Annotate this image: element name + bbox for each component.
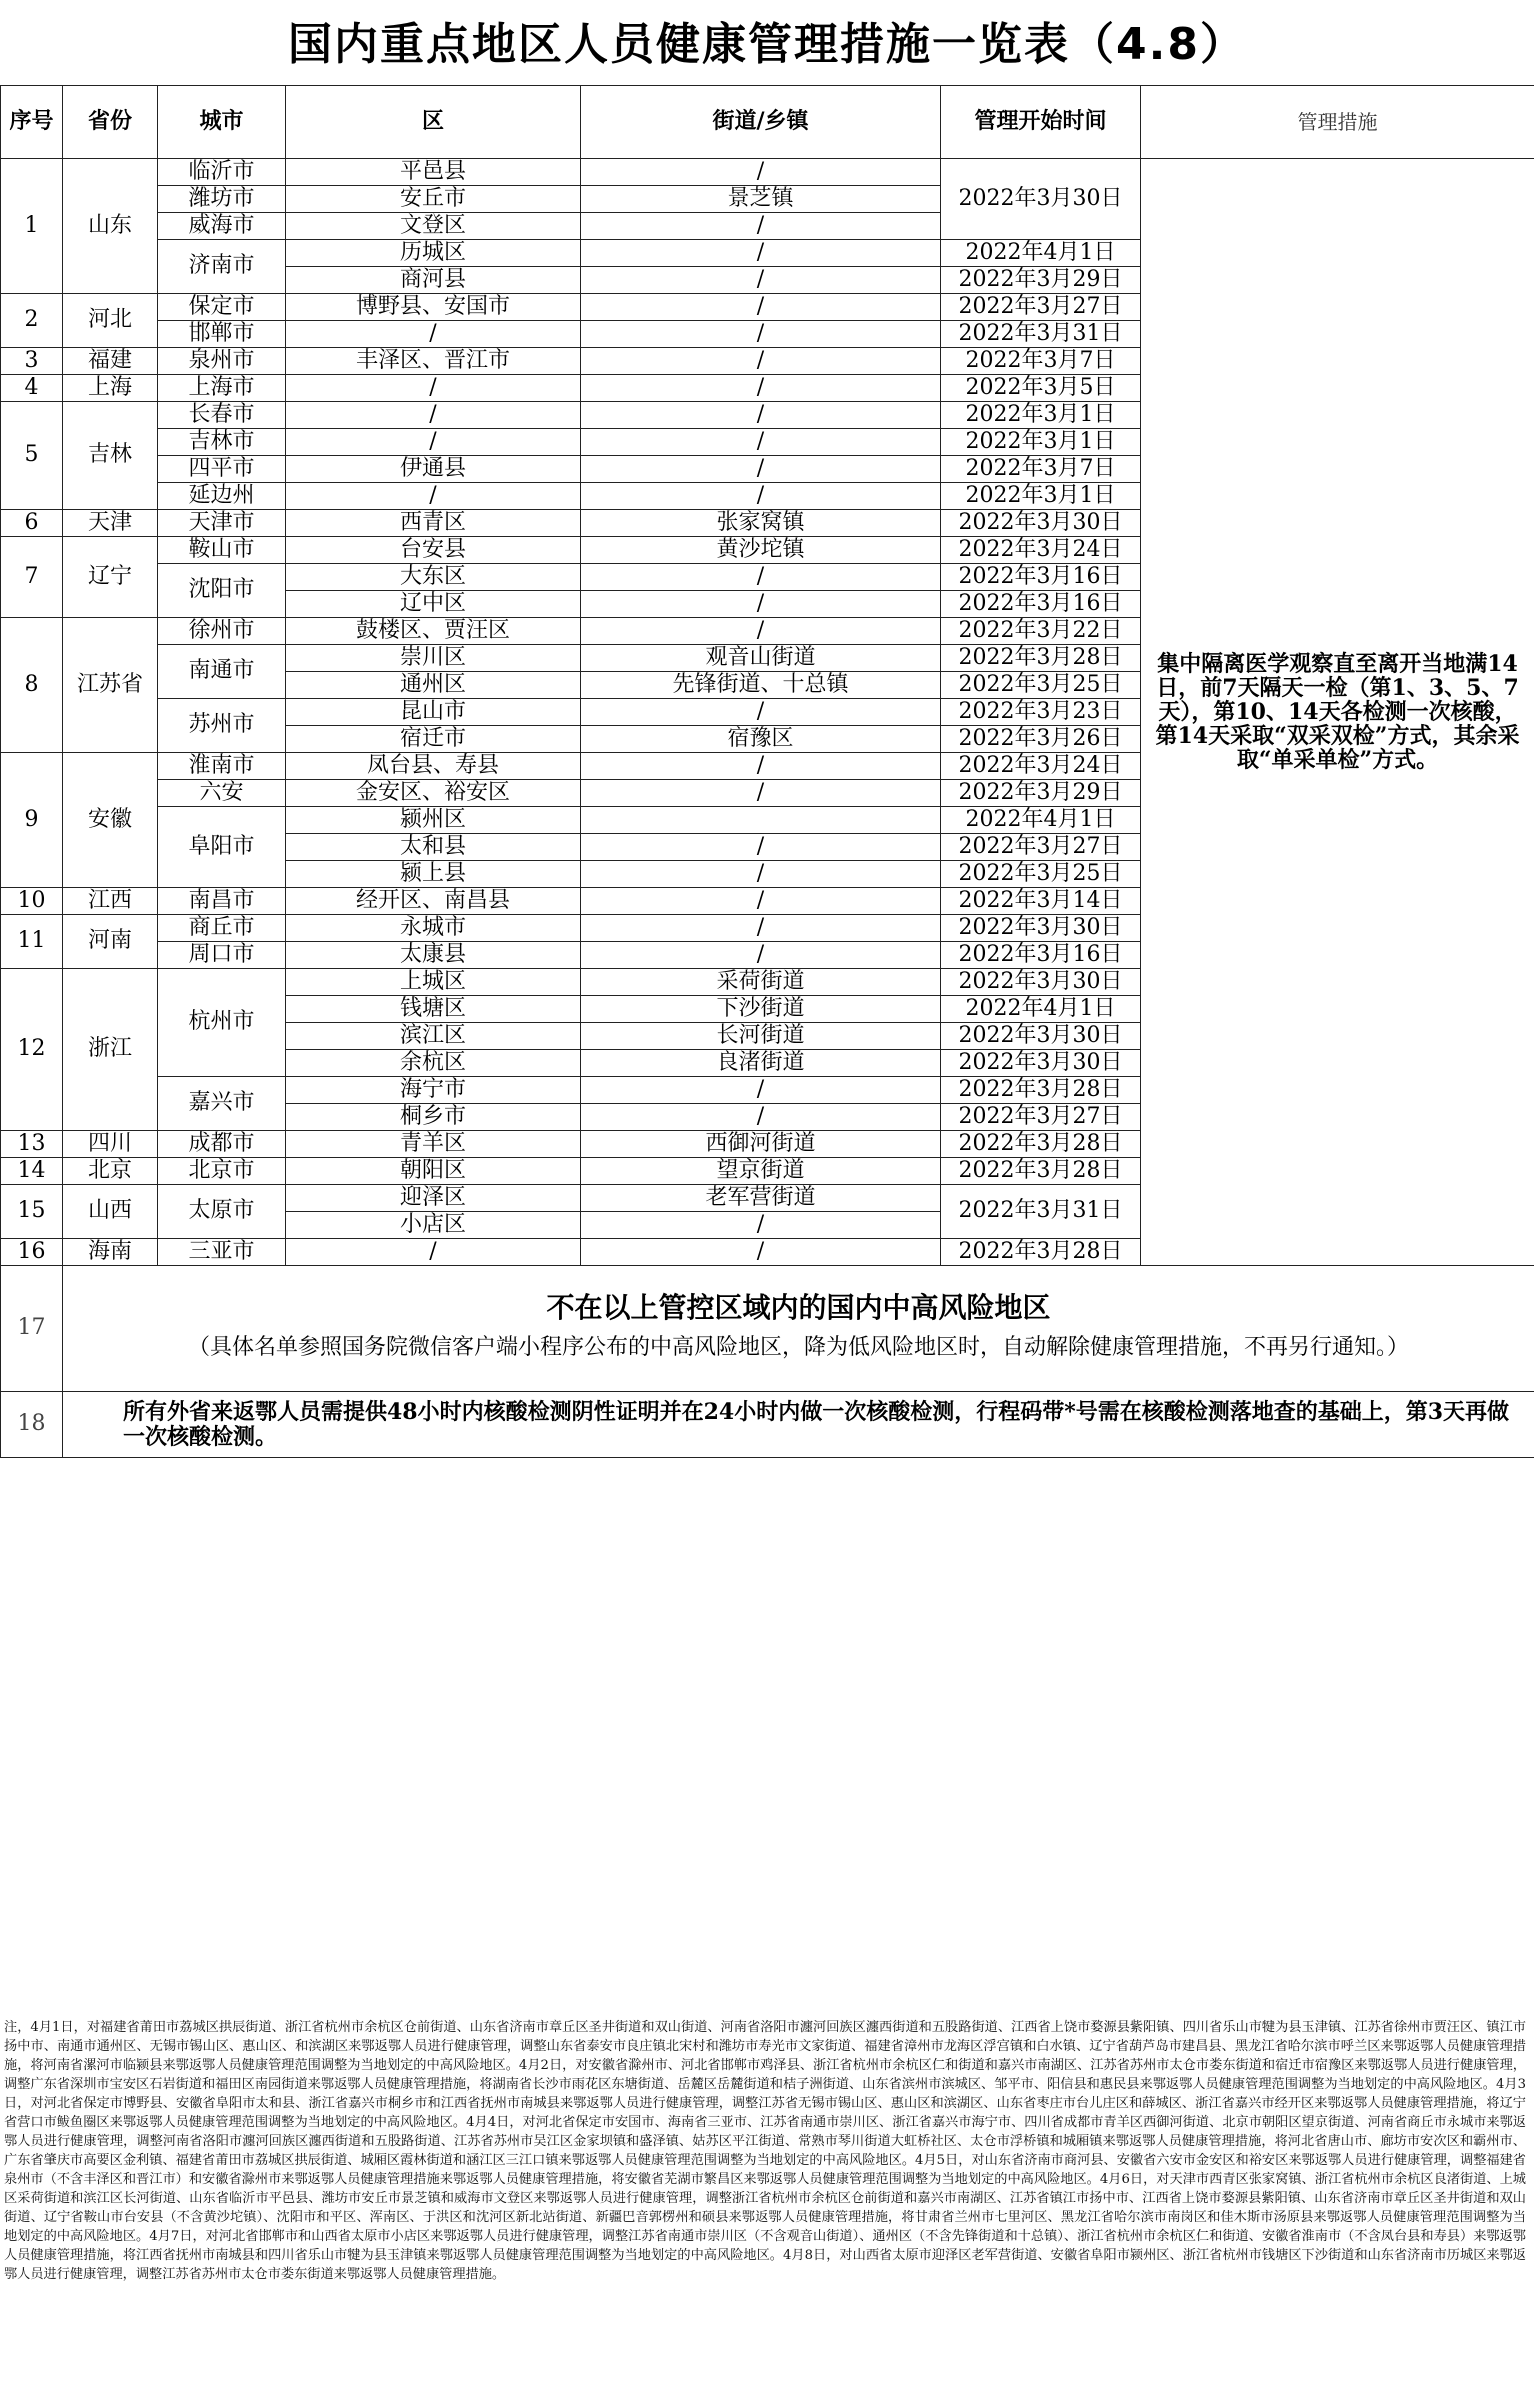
city-cell: 北京市 xyxy=(158,1158,286,1185)
row-number-cell: 17 xyxy=(1,1266,63,1392)
province-cell: 山西 xyxy=(63,1185,158,1239)
city-cell: 徐州市 xyxy=(158,618,286,645)
start-date-cell: 2022年3月22日 xyxy=(941,618,1141,645)
start-date-cell: 2022年3月30日 xyxy=(941,159,1141,240)
start-date-cell: 2022年3月30日 xyxy=(941,1050,1141,1077)
city-cell: 三亚市 xyxy=(158,1239,286,1266)
street-cell: 望京街道 xyxy=(581,1158,941,1185)
start-date-cell: 2022年3月1日 xyxy=(941,483,1141,510)
start-date-cell: 2022年3月27日 xyxy=(941,1104,1141,1131)
start-date-cell: 2022年3月27日 xyxy=(941,834,1141,861)
measures-cell: 集中隔离医学观察直至离开当地满14日，前7天隔天一检（第1、3、5、7天），第10、14天各检测一次核酸，第14天采取“双采双检”方式，其余采取“单采单检”方式。 xyxy=(1141,159,1534,1266)
street-cell: / xyxy=(581,348,941,375)
city-cell: 六安 xyxy=(158,780,286,807)
street-cell: 观音山街道 xyxy=(581,645,941,672)
street-cell: / xyxy=(581,780,941,807)
start-date-cell: 2022年3月14日 xyxy=(941,888,1141,915)
city-cell: 济南市 xyxy=(158,240,286,294)
row-number-cell: 7 xyxy=(1,537,63,618)
district-cell: 文登区 xyxy=(286,213,581,240)
province-cell: 河北 xyxy=(63,294,158,348)
street-cell: / xyxy=(581,159,941,186)
city-cell: 成都市 xyxy=(158,1131,286,1158)
district-cell: / xyxy=(286,1239,581,1266)
street-cell: / xyxy=(581,861,941,888)
high-risk-area-note: （具体名单参照国务院微信客户端小程序公布的中高风险地区，降为低风险地区时，自动解除健康管理措施，不再另行通知。） xyxy=(187,1334,1409,1360)
district-cell: 伊通县 xyxy=(286,456,581,483)
street-cell: 良渚街道 xyxy=(581,1050,941,1077)
district-cell: 台安县 xyxy=(286,537,581,564)
district-cell: 辽中区 xyxy=(286,591,581,618)
table-row xyxy=(1,159,1534,186)
row-number-cell: 13 xyxy=(1,1131,63,1158)
col-header-city: 城市 xyxy=(158,86,286,159)
start-date-cell: 2022年3月28日 xyxy=(941,1239,1141,1266)
start-date-cell: 2022年3月16日 xyxy=(941,942,1141,969)
district-cell: 小店区 xyxy=(286,1212,581,1239)
city-cell: 四平市 xyxy=(158,456,286,483)
row-number-cell: 3 xyxy=(1,348,63,375)
row-number-cell: 15 xyxy=(1,1185,63,1239)
street-cell: / xyxy=(581,942,941,969)
street-cell: 下沙街道 xyxy=(581,996,941,1023)
street-cell: 西御河街道 xyxy=(581,1131,941,1158)
start-date-cell: 2022年3月7日 xyxy=(941,456,1141,483)
street-cell: 景芝镇 xyxy=(581,186,941,213)
high-risk-area-heading: 不在以上管控区域内的国内中高风险地区 xyxy=(546,1291,1051,1325)
district-cell: 朝阳区 xyxy=(286,1158,581,1185)
start-date-cell: 2022年3月16日 xyxy=(941,591,1141,618)
district-cell: 商河县 xyxy=(286,267,581,294)
start-date-cell: 2022年4月1日 xyxy=(941,996,1141,1023)
city-cell: 嘉兴市 xyxy=(158,1077,286,1131)
district-cell: 余杭区 xyxy=(286,1050,581,1077)
district-cell: 博野县、安国市 xyxy=(286,294,581,321)
province-cell: 安徽 xyxy=(63,753,158,888)
province-cell: 四川 xyxy=(63,1131,158,1158)
col-header-district: 区 xyxy=(286,86,581,159)
start-date-cell: 2022年3月29日 xyxy=(941,780,1141,807)
row-number-cell: 18 xyxy=(1,1392,63,1458)
health-management-table xyxy=(0,85,1534,1458)
province-cell: 福建 xyxy=(63,348,158,375)
street-cell: / xyxy=(581,483,941,510)
start-date-cell: 2022年3月1日 xyxy=(941,402,1141,429)
city-cell: 威海市 xyxy=(158,213,286,240)
district-cell: 颍上县 xyxy=(286,861,581,888)
street-cell: / xyxy=(581,294,941,321)
city-cell: 天津市 xyxy=(158,510,286,537)
start-date-cell: 2022年3月16日 xyxy=(941,564,1141,591)
col-header-measures: 管理措施 xyxy=(1141,86,1534,159)
district-cell: 钱塘区 xyxy=(286,996,581,1023)
district-cell: 丰泽区、晋江市 xyxy=(286,348,581,375)
district-cell: 大东区 xyxy=(286,564,581,591)
city-cell: 上海市 xyxy=(158,375,286,402)
page-title: 国内重点地区人员健康管理措施一览表（4.8） xyxy=(288,19,1246,70)
city-cell: 长春市 xyxy=(158,402,286,429)
city-cell: 商丘市 xyxy=(158,915,286,942)
district-cell: / xyxy=(286,321,581,348)
testing-requirement-cell: 所有外省来返鄂人员需提供48小时内核酸检测阴性证明并在24小时内做一次核酸检测，行程码带*号需在核酸检测落地查的基础上，第3天再做一次核酸检测。 xyxy=(63,1392,1534,1458)
city-cell: 吉林市 xyxy=(158,429,286,456)
district-cell: 宿迁市 xyxy=(286,726,581,753)
row-number-cell: 16 xyxy=(1,1239,63,1266)
start-date-cell: 2022年3月1日 xyxy=(941,429,1141,456)
city-cell: 苏州市 xyxy=(158,699,286,753)
district-cell: 通州区 xyxy=(286,672,581,699)
district-cell: 经开区、南昌县 xyxy=(286,888,581,915)
province-cell: 辽宁 xyxy=(63,537,158,618)
footnote-text: 注，4月1日，对福建省莆田市荔城区拱辰街道、浙江省杭州市余杭区仓前街道、山东省济南市章丘区圣井街道和双山街道、河南省洛阳市瀍河回族区瀍西街道和五股路街道、江西省上饶市婺源县紫阳镇、四川省乐山市犍为县玉津镇、江苏省徐州市贾汪区、镇江市扬中市、南通市通州区、无锡市锡山区、惠山区、和滨湖区来鄂返鄂人员进行健康管理，调整山东省泰安市良庄镇北宋村和潍坊市寿光市文家街道、福建省漳州市龙海区浮宫镇和白水镇、辽宁省葫芦岛市建昌县、黑龙江省哈尔滨市呼兰区来鄂返鄂人员健康管理措施，将河南省漯河市临颍县来鄂返鄂人员健康管理范围调整为当地划定的中高风险地区。4月2日，对安徽省滁州市、河北省邯郸市鸡泽县、浙江省杭州市余杭区仁和街道和嘉兴市南湖区、江苏省苏州市太仓市娄东街道和宿迁市宿豫区来鄂返鄂人员进行健康管理，调整广东省深圳市宝安区石岩街道和福田区南园街道来鄂返鄂人员健康管理措施，将湖南省长沙市雨花区东塘街道、岳麓区岳麓街道和桔子洲街道、山东省滨州市滨城区、邹平市、阳信县和惠民县来鄂返鄂人员健康管理范围调整为当地划定的中高风险地区。4月3日，对河北省保定市博野县、安徽省阜阳市太和县、浙江省嘉兴市桐乡市和江西省抚州市南城县来鄂返鄂人员进行健康管理，调整江苏省无锡市锡山区、惠山区和滨湖区、山东省枣庄市台儿庄区和薛城区、浙江省嘉兴市经开区来鄂返鄂人员健康管理措施，将辽宁省营口市鲅鱼圈区来鄂返鄂人员健康管理范围调整为当地划定的中高风险地区。4月4日，对河北省保定市安国市、海南省三亚市、江苏省南通市崇川区、浙江省嘉兴市海宁市、四川省成都市青羊区西御河街道、北京市朝阳区望京街道、河南省商丘市永城市来鄂返鄂人员进行健康管理，调整河南省洛阳市瀍河回族区瀍西街道和五股路街道、江苏省苏州市吴江区金家坝镇和盛泽镇、姑苏区平江街道、常熟市琴川街道大虹桥社区、太仓市浮桥镇和城厢镇来鄂返鄂人员健康管理措施，将河北省唐山市、廊坊市安次区和霸州市、广东省肇庆市高要区金利镇、福建省莆田市荔城区拱辰街道、城厢区霞林街道和涵江区三江口镇来鄂返鄂人员健康管理范围调整为当地划定的中高风险地区。4月5日，对山东省济南市商河县、安徽省六安市金安区和裕安区来鄂返鄂人员进行健康管理，调整福建省泉州市（不含丰泽区和晋江市）和安徽省滁州市来鄂返鄂人员健康管理措施来鄂返鄂人员健康管理措施，将安徽省芜湖市繁昌区来鄂返鄂人员健康管理范围调整为当地划定的中高风险地区。4月6日，对天津市西青区张家窝镇、浙江省杭州市余杭区良渚街道、上城区采荷街道和滨江区长河街道、山东省临沂市平邑县、潍坊市安丘市景芝镇和威海市文登区来鄂返鄂人员进行健康管理，调整浙江省杭州市余杭区仓前街道和嘉兴市南湖区、江苏省镇江市扬中市、江西省上饶市婺源县紫阳镇、山东省济南市章丘区圣井街道和双山街道、辽宁省鞍山市台安县（不含黄沙坨镇）、沈阳市和平区、浑南区、于洪区和沈河区新北站街道、新疆巴音郭楞州和硕县来鄂返鄂人员健康管理措施，将甘肃省兰州市七里河区、黑龙江省哈尔滨市南岗区和佳木斯市汤原县来鄂返鄂人员健康管理范围调整为当地划定的中高风险地区。4月7日，对河北省邯郸市和山西省太原市小店区来鄂返鄂人员进行健康管理，调整江苏省南通市崇川区（不含观音山街道）、通州区（不含先锋街道和十总镇）、浙江省杭州市余杭区仁和街道、安徽省淮南市（不含凤台县和寿县）来鄂返鄂人员健康管理措施，将江西省抚州市南城县和四川省乐山市犍为县玉津镇来鄂返鄂人员健康管理范围调整为当地划定的中高风险地区。4月8日，对山西省太原市迎泽区老军营街道、安徽省阜阳市颍州区、浙江省杭州市钱塘区下沙街道和山东省济南市历城区来鄂返鄂人员进行健康管理，调整江苏省苏州市太仓市娄东街道来鄂返鄂人员健康管理措施。 xyxy=(4,2020,1526,2282)
start-date-cell: 2022年3月30日 xyxy=(941,1023,1141,1050)
row-number-cell: 5 xyxy=(1,402,63,510)
street-cell: / xyxy=(581,753,941,780)
col-header-start-date: 管理开始时间 xyxy=(941,86,1141,159)
province-cell: 河南 xyxy=(63,915,158,969)
city-cell: 南昌市 xyxy=(158,888,286,915)
row-number-cell: 6 xyxy=(1,510,63,537)
street-cell: / xyxy=(581,564,941,591)
district-cell: / xyxy=(286,483,581,510)
city-cell: 杭州市 xyxy=(158,969,286,1077)
province-cell: 上海 xyxy=(63,375,158,402)
city-cell: 鞍山市 xyxy=(158,537,286,564)
street-cell: / xyxy=(581,402,941,429)
district-cell: 凤台县、寿县 xyxy=(286,753,581,780)
district-cell: 崇川区 xyxy=(286,645,581,672)
district-cell: 永城市 xyxy=(286,915,581,942)
district-cell: 历城区 xyxy=(286,240,581,267)
street-cell: 采荷街道 xyxy=(581,969,941,996)
district-cell: 平邑县 xyxy=(286,159,581,186)
start-date-cell: 2022年3月27日 xyxy=(941,294,1141,321)
table-row-17 xyxy=(1,1266,1534,1392)
district-cell: 青羊区 xyxy=(286,1131,581,1158)
district-cell: 鼓楼区、贾汪区 xyxy=(286,618,581,645)
start-date-cell: 2022年3月26日 xyxy=(941,726,1141,753)
start-date-cell: 2022年3月28日 xyxy=(941,1158,1141,1185)
start-date-cell: 2022年3月25日 xyxy=(941,861,1141,888)
district-cell: 金安区、裕安区 xyxy=(286,780,581,807)
col-header-no: 序号 xyxy=(1,86,63,159)
district-cell: / xyxy=(286,375,581,402)
district-cell: 海宁市 xyxy=(286,1077,581,1104)
street-cell: / xyxy=(581,618,941,645)
street-cell: / xyxy=(581,834,941,861)
start-date-cell: 2022年3月23日 xyxy=(941,699,1141,726)
city-cell: 泉州市 xyxy=(158,348,286,375)
start-date-cell: 2022年3月30日 xyxy=(941,510,1141,537)
street-cell: / xyxy=(581,699,941,726)
header-row xyxy=(1,86,1534,159)
start-date-cell: 2022年3月5日 xyxy=(941,375,1141,402)
street-cell: / xyxy=(581,375,941,402)
street-cell: 张家窝镇 xyxy=(581,510,941,537)
street-cell: 长河街道 xyxy=(581,1023,941,1050)
col-header-province: 省份 xyxy=(63,86,158,159)
district-cell: / xyxy=(286,402,581,429)
start-date-cell: 2022年3月30日 xyxy=(941,915,1141,942)
province-cell: 吉林 xyxy=(63,402,158,510)
start-date-cell: 2022年4月1日 xyxy=(941,807,1141,834)
row-number-cell: 14 xyxy=(1,1158,63,1185)
street-cell: / xyxy=(581,267,941,294)
street-cell: 老军营街道 xyxy=(581,1185,941,1212)
street-cell: / xyxy=(581,1104,941,1131)
start-date-cell: 2022年3月31日 xyxy=(941,1185,1141,1239)
table-row-18 xyxy=(1,1392,1534,1458)
street-cell: 先锋街道、十总镇 xyxy=(581,672,941,699)
start-date-cell: 2022年3月25日 xyxy=(941,672,1141,699)
city-cell: 潍坊市 xyxy=(158,186,286,213)
district-cell: 西青区 xyxy=(286,510,581,537)
row-number-cell: 1 xyxy=(1,159,63,294)
city-cell: 保定市 xyxy=(158,294,286,321)
district-cell: 昆山市 xyxy=(286,699,581,726)
row-number-cell: 12 xyxy=(1,969,63,1131)
start-date-cell: 2022年3月29日 xyxy=(941,267,1141,294)
city-cell: 延边州 xyxy=(158,483,286,510)
district-cell: 滨江区 xyxy=(286,1023,581,1050)
district-cell: / xyxy=(286,429,581,456)
street-cell: / xyxy=(581,456,941,483)
street-cell: / xyxy=(581,429,941,456)
province-cell: 北京 xyxy=(63,1158,158,1185)
city-cell: 临沂市 xyxy=(158,159,286,186)
province-cell: 天津 xyxy=(63,510,158,537)
start-date-cell: 2022年3月31日 xyxy=(941,321,1141,348)
start-date-cell: 2022年3月28日 xyxy=(941,1077,1141,1104)
city-cell: 周口市 xyxy=(158,942,286,969)
street-cell: / xyxy=(581,213,941,240)
district-cell: 太康县 xyxy=(286,942,581,969)
start-date-cell: 2022年4月1日 xyxy=(941,240,1141,267)
district-cell: 太和县 xyxy=(286,834,581,861)
start-date-cell: 2022年3月24日 xyxy=(941,753,1141,780)
province-cell: 海南 xyxy=(63,1239,158,1266)
street-cell: / xyxy=(581,1212,941,1239)
district-cell: 迎泽区 xyxy=(286,1185,581,1212)
start-date-cell: 2022年3月28日 xyxy=(941,1131,1141,1158)
row-number-cell: 4 xyxy=(1,375,63,402)
row-number-cell: 9 xyxy=(1,753,63,888)
province-cell: 浙江 xyxy=(63,969,158,1131)
start-date-cell: 2022年3月30日 xyxy=(941,969,1141,996)
street-cell: / xyxy=(581,240,941,267)
street-cell: 黄沙坨镇 xyxy=(581,537,941,564)
row-number-cell: 2 xyxy=(1,294,63,348)
province-cell: 江西 xyxy=(63,888,158,915)
street-cell: / xyxy=(581,1239,941,1266)
start-date-cell: 2022年3月28日 xyxy=(941,645,1141,672)
city-cell: 邯郸市 xyxy=(158,321,286,348)
street-cell: / xyxy=(581,321,941,348)
street-cell: 宿豫区 xyxy=(581,726,941,753)
street-cell: / xyxy=(581,888,941,915)
city-cell: 太原市 xyxy=(158,1185,286,1239)
start-date-cell: 2022年3月7日 xyxy=(941,348,1141,375)
city-cell: 淮南市 xyxy=(158,753,286,780)
province-cell: 山东 xyxy=(63,159,158,294)
col-header-street: 街道/乡镇 xyxy=(581,86,941,159)
district-cell: 上城区 xyxy=(286,969,581,996)
city-cell: 阜阳市 xyxy=(158,807,286,888)
row-number-cell: 11 xyxy=(1,915,63,969)
street-cell: / xyxy=(581,915,941,942)
city-cell: 沈阳市 xyxy=(158,564,286,618)
province-cell: 江苏省 xyxy=(63,618,158,753)
district-cell: 颍州区 xyxy=(286,807,581,834)
street-cell: / xyxy=(581,1077,941,1104)
city-cell: 南通市 xyxy=(158,645,286,699)
high-risk-area-cell xyxy=(63,1266,1534,1392)
row-number-cell: 8 xyxy=(1,618,63,753)
street-cell: / xyxy=(581,591,941,618)
district-cell: 安丘市 xyxy=(286,186,581,213)
district-cell: 桐乡市 xyxy=(286,1104,581,1131)
row-number-cell: 10 xyxy=(1,888,63,915)
street-cell xyxy=(581,807,941,834)
start-date-cell: 2022年3月24日 xyxy=(941,537,1141,564)
